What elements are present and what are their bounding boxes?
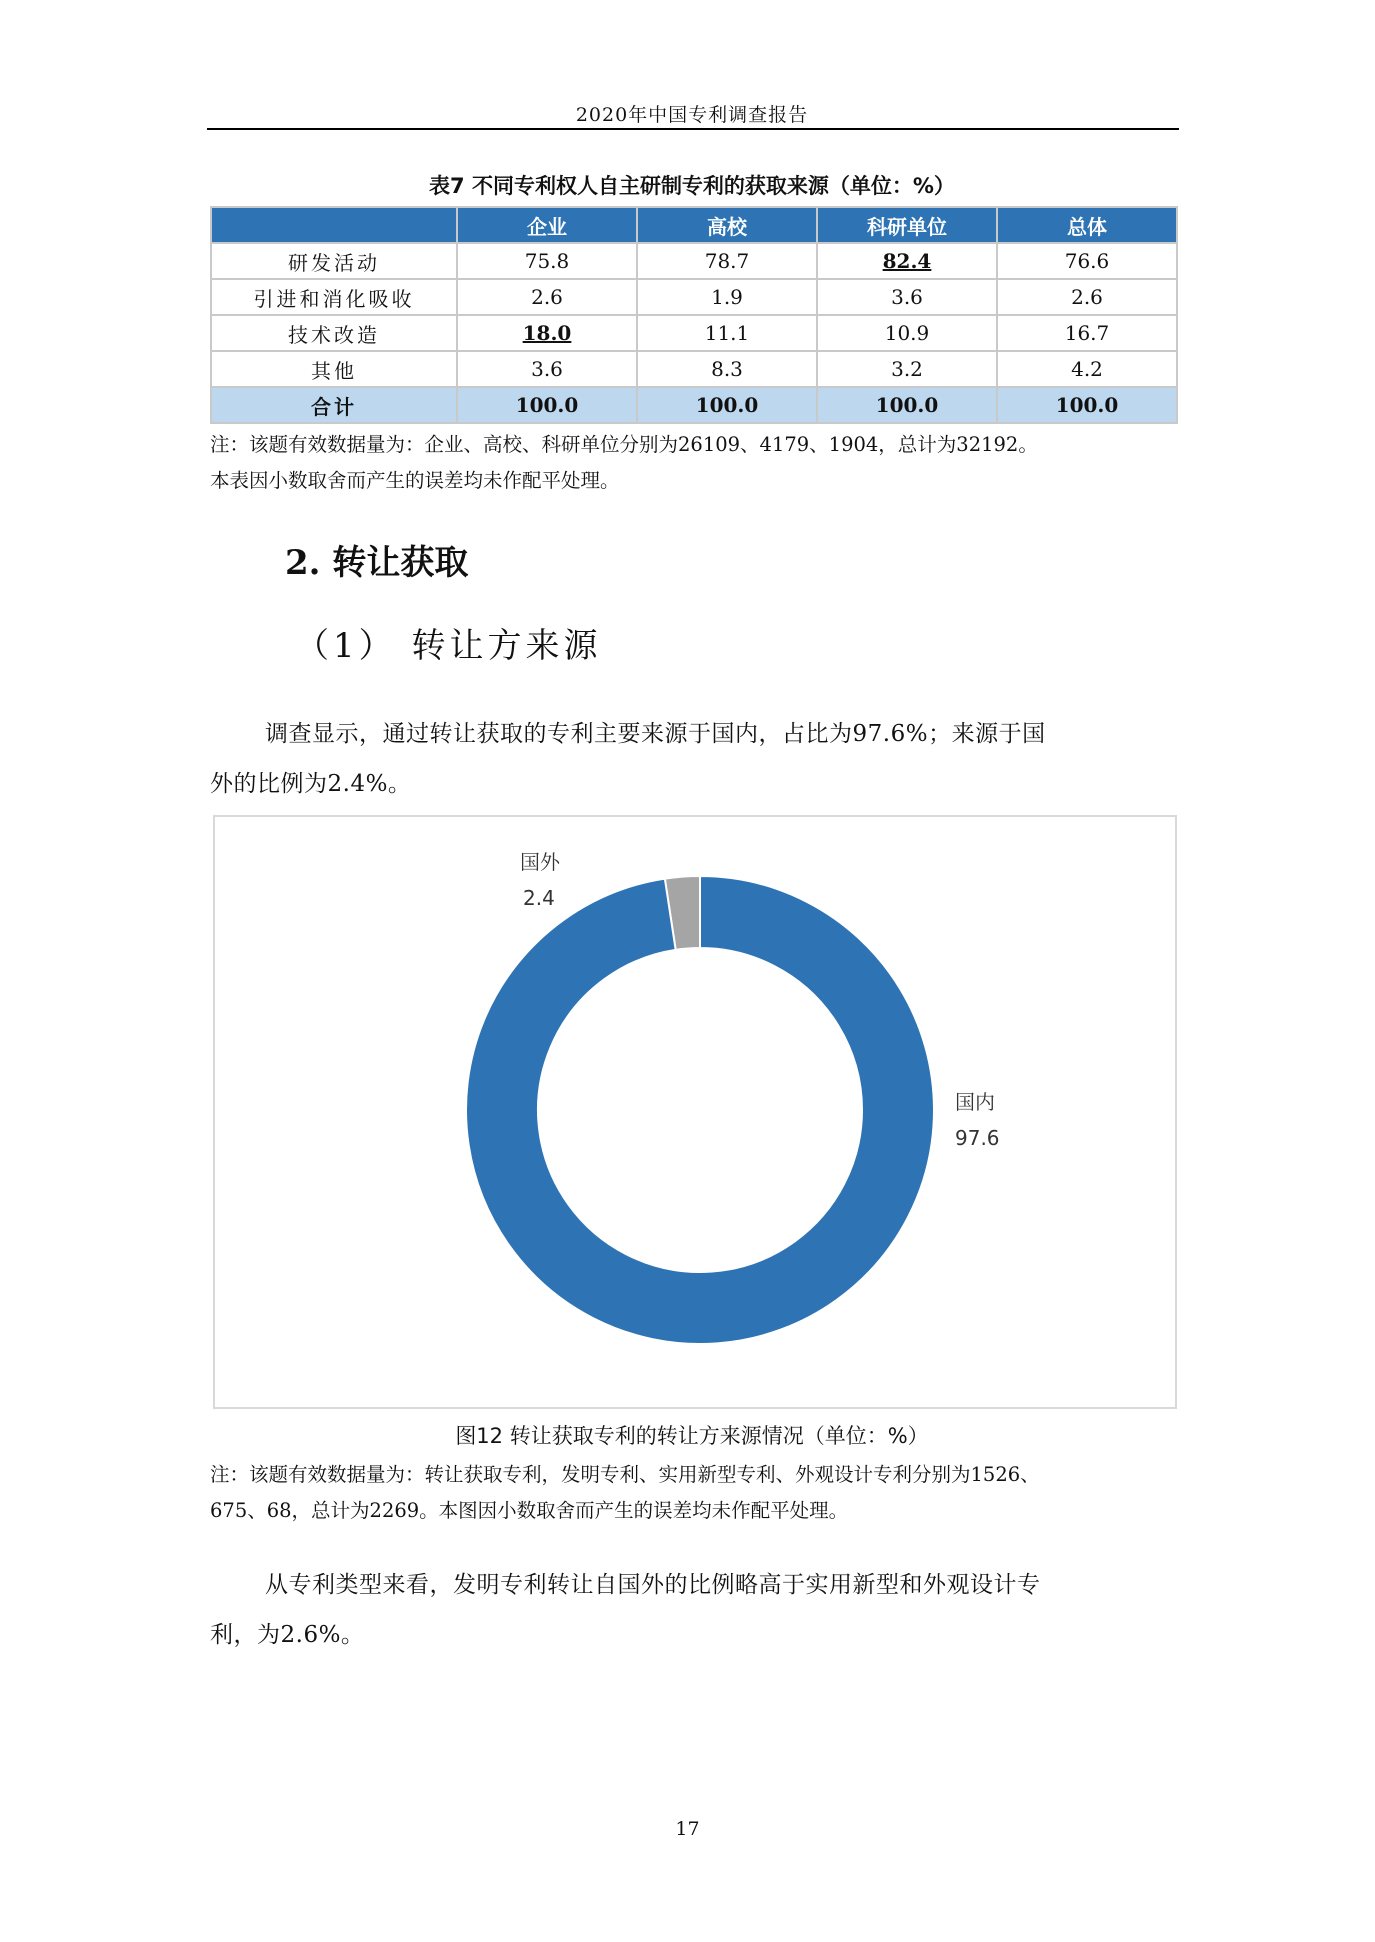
- table-note: 注：该题有效数据量为：企业、高校、科研单位分别为26109、4179、1904，总计为32192。: [210, 433, 1038, 456]
- slice-label-name: 国外: [520, 850, 560, 874]
- running-header: 2020年中国专利调查报告: [575, 104, 809, 126]
- table-row: [211, 315, 1177, 351]
- table-cell: 8.3: [637, 351, 817, 387]
- table-cell: 100.0: [997, 387, 1177, 423]
- table-total-row: [211, 387, 1177, 423]
- table-note: 本表因小数取舍而产生的误差均未作配平处理。: [210, 469, 620, 492]
- table-cell: 16.7: [997, 315, 1177, 351]
- table-cell: 75.8: [457, 243, 637, 279]
- table-header-cell: 企业: [457, 207, 637, 243]
- table-cell: 2.6: [457, 279, 637, 315]
- table-row: [211, 279, 1177, 315]
- table-cell: [457, 315, 637, 351]
- table-header-cell: [211, 207, 457, 243]
- figure-caption: 图12 转让获取专利的转让方来源情况（单位：%）: [455, 1424, 929, 1448]
- figure-note: 675、68，总计为2269。本图因小数取舍而产生的误差均未作配平处理。: [210, 1499, 849, 1522]
- table-cell: 76.6: [997, 243, 1177, 279]
- row-label: 其他: [211, 351, 457, 387]
- table-cell: 3.2: [817, 351, 997, 387]
- table-cell: [817, 243, 997, 279]
- donut-slice-domestic: [466, 876, 934, 1344]
- closing-paragraph-line: 利，为2.6%。: [210, 1622, 365, 1648]
- chart-frame: [213, 815, 1177, 1409]
- page-number: 17: [675, 1818, 700, 1840]
- table-cell: 2.6: [997, 279, 1177, 315]
- subsection-heading: （1） 转让方来源: [295, 626, 602, 666]
- row-label: 研发活动: [211, 243, 457, 279]
- table-row: [211, 243, 1177, 279]
- intro-paragraph-line: 外的比例为2.4%。: [210, 771, 412, 797]
- highlighted-value: 18.0: [522, 321, 572, 345]
- table-header-cell: 总体: [997, 207, 1177, 243]
- row-label: 引进和消化吸收: [211, 279, 457, 315]
- highlighted-value: 82.4: [882, 249, 932, 273]
- table-cell: 4.2: [997, 351, 1177, 387]
- slice-label-value: 2.4: [523, 886, 555, 910]
- table-cell: 3.6: [457, 351, 637, 387]
- table-cell: 100.0: [637, 387, 817, 423]
- closing-paragraph-line: 从专利类型来看，发明专利转让自国外的比例略高于实用新型和外观设计专: [265, 1572, 1041, 1598]
- table-cell: 100.0: [457, 387, 637, 423]
- section-heading: 2. 转让获取: [285, 543, 469, 583]
- table-cell: 11.1: [637, 315, 817, 351]
- slice-label-name: 国内: [955, 1090, 995, 1114]
- table-header-row: [211, 207, 1177, 243]
- table-row: [211, 351, 1177, 387]
- row-label: 合计: [211, 387, 457, 423]
- table-cell: 1.9: [637, 279, 817, 315]
- table-cell: 78.7: [637, 243, 817, 279]
- table-caption: 表7 不同专利权人自主研制专利的获取来源（单位：%）: [429, 174, 955, 198]
- slice-label-value: 97.6: [955, 1126, 1000, 1150]
- table-cell: 100.0: [817, 387, 997, 423]
- row-label: 技术改造: [211, 315, 457, 351]
- header-rule: [207, 128, 1179, 130]
- source-table: [210, 206, 1178, 424]
- table-header-cell: 高校: [637, 207, 817, 243]
- table-cell: 10.9: [817, 315, 997, 351]
- intro-paragraph-line: 调查显示，通过转让获取的专利主要来源于国内，占比为97.6%；来源于国: [265, 721, 1046, 747]
- table-cell: 3.6: [817, 279, 997, 315]
- figure-note: 注：该题有效数据量为：转让获取专利，发明专利、实用新型专利、外观设计专利分别为1526、: [210, 1463, 1040, 1486]
- donut-chart: [215, 817, 1175, 1407]
- table-header-cell: 科研单位: [817, 207, 997, 243]
